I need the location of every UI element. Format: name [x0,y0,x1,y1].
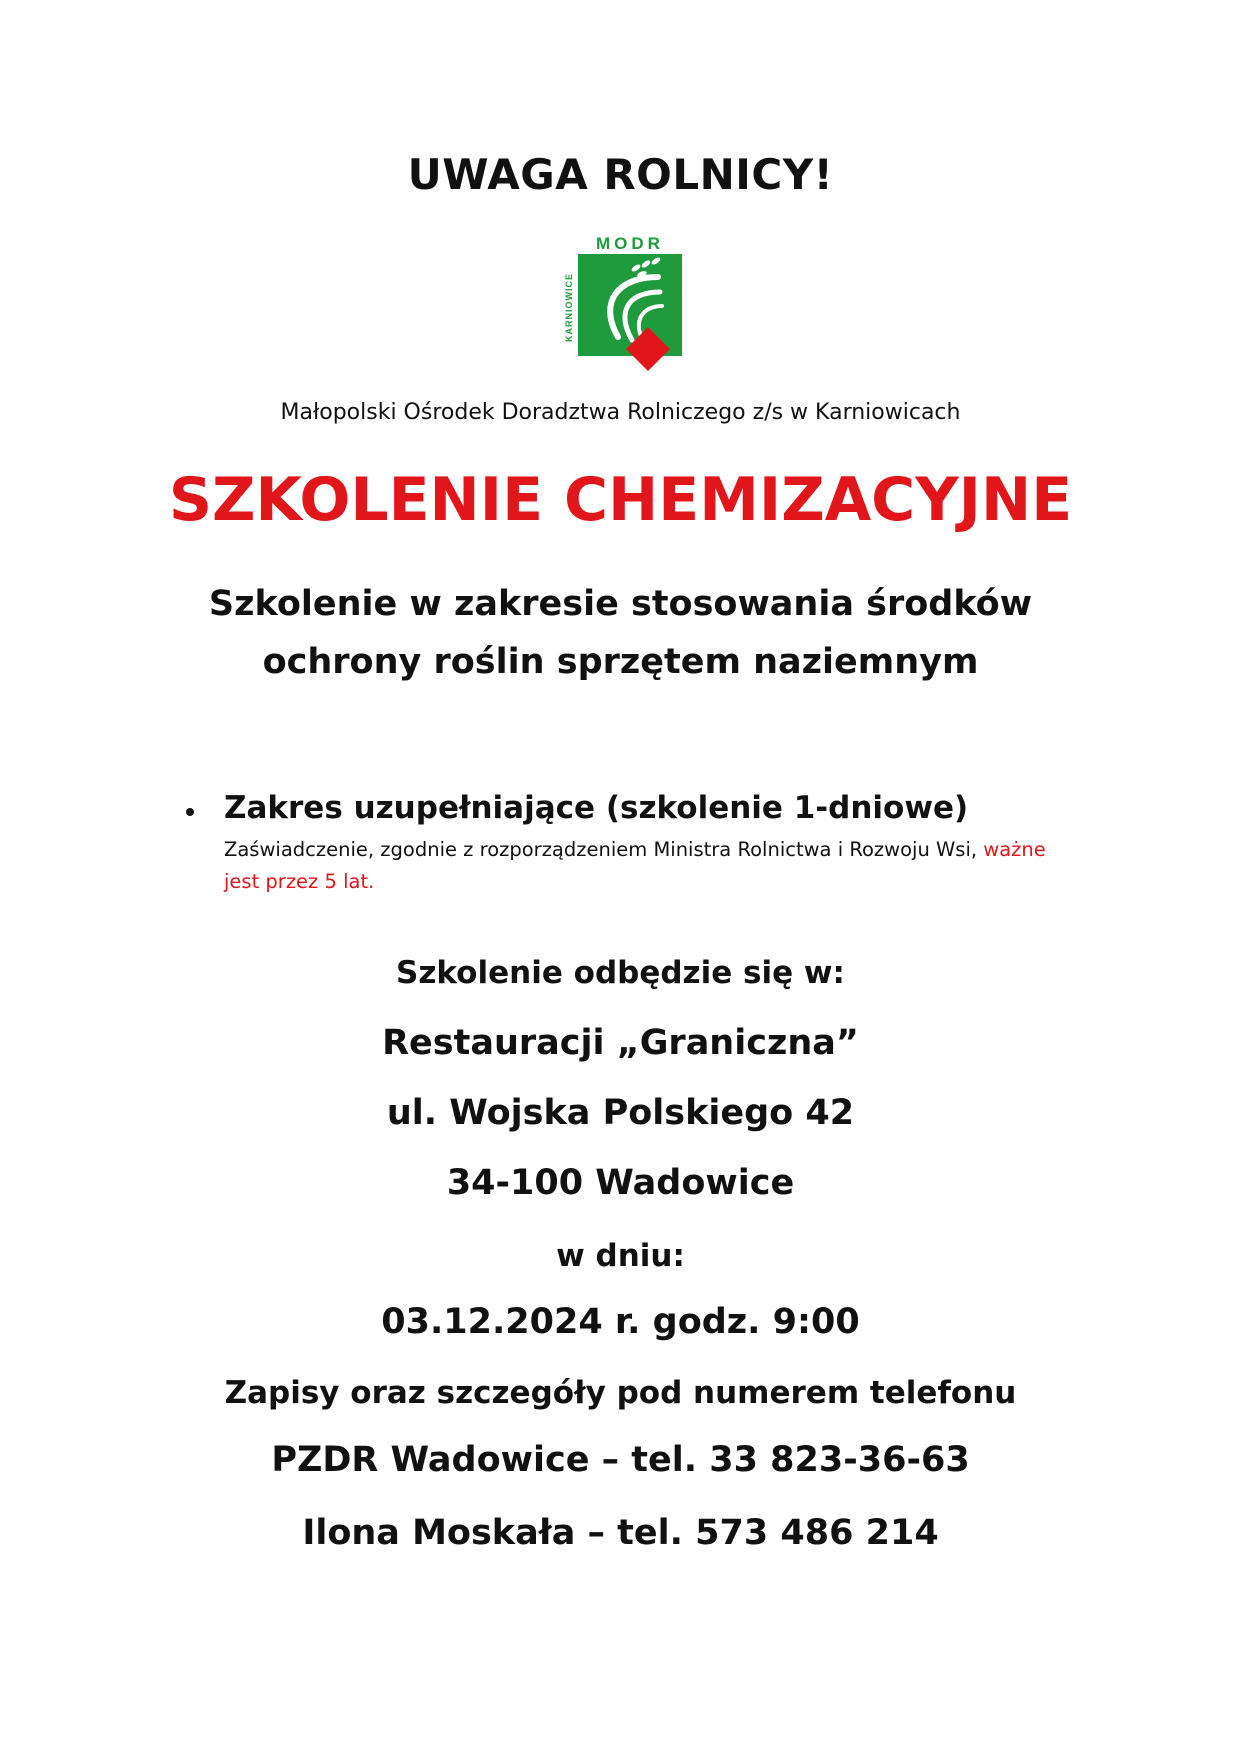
date-label: w dniu: [556,1238,685,1274]
logo-vertical-text: KARNIOWICE [564,273,574,342]
bullet-note [224,834,1064,898]
venue-intro: Szkolenie odbędzie się w: [396,955,845,991]
subtitle-line-2: ochrony roślin sprzętem naziemnym [262,642,979,682]
contact-intro: Zapisy oraz szczegóły pod numerem telefonu [224,1375,1017,1411]
page-title: UWAGA ROLNICY! [407,150,834,199]
contact-person: Ilona Moskała – tel. 573 486 214 [302,1513,939,1553]
event-date: 03.12.2024 r. godz. 9:00 [381,1302,860,1342]
modr-logo-icon [558,232,688,382]
main-title: SZKOLENIE CHEMIZACYJNE [168,465,1073,535]
venue-street: ul. Wojska Polskiego 42 [386,1093,855,1133]
bullet-note-text: Zaświadczenie, zgodnie z rozporządzeniem Ministra Rolnictwa i Rozwoju Wsi, [224,838,984,861]
subtitle [0,575,1241,691]
logo-acronym: MODR [596,234,664,253]
bullet-title: Zakres uzupełniające (szkolenie 1-dniowe) [224,790,969,826]
subtitle-line-1: Szkolenie w zakresie stosowania środków [208,584,1033,624]
contact-pzdr: PZDR Wadowice – tel. 33 823-36-63 [271,1440,970,1480]
venue-city: 34-100 Wadowice [446,1163,795,1203]
organization-name: Małopolski Ośrodek Doradztwa Rolniczego z/s w Karniowicach [280,400,961,425]
bullet-note-validity: ważne jest przez 5 lat. [224,838,1046,893]
venue-name: Restauracji „Graniczna” [382,1023,859,1063]
bullet-dot-icon [186,808,194,816]
